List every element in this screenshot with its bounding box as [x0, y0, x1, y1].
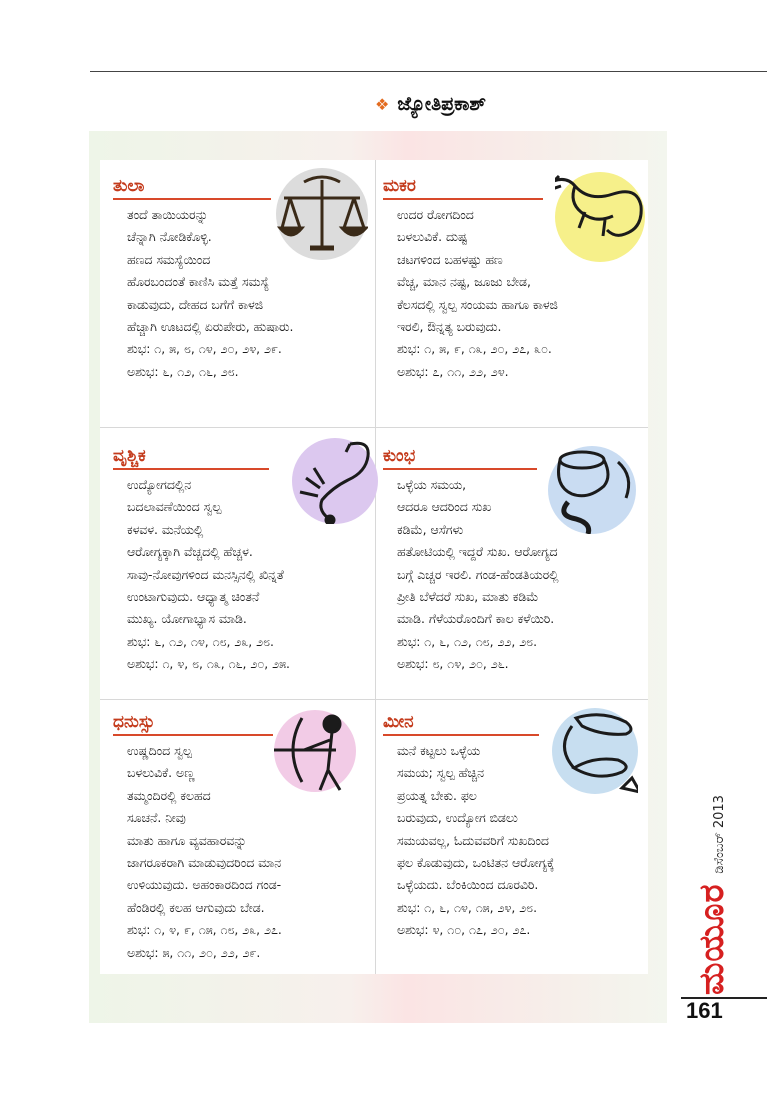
- sign-text: ಉಷ್ಣದಿಂದ ಸ್ವಲ್ಪ ಬಳಲುವಿಕೆ. ಅಣ್ಣ ತಮ್ಮಂದಿರಲ್ಲಿ ಕಲಹದ ಸೂಚನೆ. ನೀವು ಮಾತು ಹಾಗೂ ವ್ಯವಹಾರವನ್ನು ಜಾಗರೂಕರಾಗಿ ಮಾಡುವುದರಿಂದ ಮಾನ ಉಳಿಯುವುದು. ಅಹಂಕಾರದಿಂದ ಗಂಡ- ಹೆಂಡಿರಲ್ಲಿ ಕಲಹ ಆಗುವುದು ಬೇಡ. ಶುಭ: ೧, ೪, ೯, ೧೫, ೧೮, ೨೩, ೨೭. ಅಶುಭ: ೫, ೧೧, ೨೦, ೨೨, ೨೯.: [127, 743, 282, 960]
- section-title: ಜ್ಯೋತಿಪ್ರಕಾಶ್: [397, 93, 486, 115]
- diamond-bullet-icon: ❖: [375, 94, 390, 114]
- sign-pisces: [383, 712, 643, 942]
- title-underline: [383, 198, 543, 200]
- section-header: [375, 93, 486, 115]
- magazine-title: ಮಯೂರ: [692, 883, 732, 995]
- sign-title: ಮಕರ: [383, 176, 416, 196]
- sign-text: ಮನೆ ಕಟ್ಟಲು ಒಳ್ಳೆಯ ಸಮಯ; ಸ್ವಲ್ಪ ಹೆಚ್ಚಿನ ಪ್ರಯತ್ನ ಬೇಕು. ಫಲ ಬರುವುದು, ಉದ್ಯೋಗ ಬಿಡಲು ಸಮಯವಲ್ಲ, ಓದುವವರಿಗೆ ಸುಖದಿಂದ ಫಲ ಕೊಡುವುದು, ಒಂಟಿತನ ಆರೋಗ್ಯಕ್ಕೆ ಒಳ್ಳೆಯದು. ಬೆಂಕಿಯಿಂದ ದೂರವಿರಿ. ಶುಭ: ೧, ೬, ೧೪, ೧೫, ೨೪, ೨೮. ಅಶುಭ: ೪, ೧೦, ೧೭, ೨೦, ೨೭.: [397, 743, 555, 938]
- sign-sagittarius: [113, 712, 373, 964]
- sign-text: ತಂದೆ ತಾಯಿಯರನ್ನು ಚೆನ್ನಾಗಿ ನೋಡಿಕೊಳ್ಳಿ. ಹಣದ ಸಮಸ್ಯೆಯಿಂದ ಹೊರಬಂದಂತೆ ಕಾಣಿಸಿ ಮತ್ತೆ ಸಮಸ್ಯೆ ಕಾಡುವುದು, ದೇಹದ ಬಗೆಗೆ ಕಾಳಜಿ ಹೆಚ್ಚಾಗಿ ಊಟದಲ್ಲಿ ಏರುಪೇರು, ಹುಷಾರು. ಶುಭ: ೧, ೫, ೮, ೧೪, ೨೦, ೨೪, ೨೯. ಅಶುಭ: ೬, ೧೨, ೧೬, ೨೮.: [127, 207, 294, 379]
- page-number: 161: [686, 998, 723, 1023]
- grid-divider-horizontal: [100, 427, 648, 428]
- sign-title: ವೃಶ್ಚಿಕ: [113, 446, 146, 466]
- sign-title: ತುಲಾ: [113, 176, 145, 196]
- sign-title: ಧನುಸ್ಸು: [113, 712, 155, 732]
- sign-capricorn: [383, 176, 643, 383]
- title-underline: [383, 468, 537, 470]
- grid-divider-vertical: [375, 160, 376, 974]
- issue-date: ಡಿಸೆಂಬರ್ 2013: [712, 795, 727, 874]
- title-underline: [113, 734, 273, 736]
- sign-title: ಮೀನ: [383, 712, 414, 732]
- sign-text: ಉದ್ಯೋಗದಲ್ಲಿನ ಬದಲಾವಣೆಯಿಂದ ಸ್ವಲ್ಪ ಕಳವಳ. ಮನೆಯಲ್ಲಿ ಆರೋಗ್ಯಕ್ಕಾಗಿ ವೆಚ್ಚದಲ್ಲಿ ಹೆಚ್ಚಳ. ಸಾವು-ನೋವುಗಳಿಂದ ಮನಸ್ಸಿನಲ್ಲಿ ಖಿನ್ನತೆ ಉಂಟಾಗುವುದು. ಆಧ್ಯಾತ್ಮ ಚಿಂತನೆ ಮುಖ್ಯ. ಯೋಗಾಭ್ಯಾಸ ಮಾಡಿ. ಶುಭ: ೬, ೧೨, ೧೪, ೧೮, ೨೩, ೨೮. ಅಶುಭ: ೧, ೪, ೮, ೧೩, ೧೬, ೨೦, ೨೫.: [127, 477, 291, 672]
- sign-libra: [113, 176, 373, 383]
- magazine-masthead-vertical: [692, 795, 732, 995]
- title-underline: [383, 734, 539, 736]
- sign-scorpio: [113, 446, 373, 676]
- title-underline: [113, 468, 269, 470]
- sign-aquarius: [383, 446, 643, 676]
- title-underline: [113, 198, 271, 200]
- sign-text: ಒಳ್ಳೆಯ ಸಮಯ, ಆದರೂ ಆದರಿಂದ ಸುಖ ಕಡಿಮೆ, ಆಸೆಗಳು ಹತೋಟಿಯಲ್ಲಿ ಇದ್ದರೆ ಸುಖ. ಆರೋಗ್ಯದ ಬಗ್ಗೆ ಎಚ್ಚರ ಇರಲಿ. ಗಂಡ-ಹೆಂಡತಿಯರಲ್ಲಿ ಪ್ರೀತಿ ಬೆಳೆದರೆ ಸುಖ, ಮಾತು ಕಡಿಮೆ ಮಾಡಿ. ಗೆಳೆಯರೊಂದಿಗೆ ಕಾಲ ಕಳೆಯಿರಿ. ಶುಭ: ೧, ೬, ೧೨, ೧೮, ೨೨, ೨೮. ಅಶುಭ: ೮, ೧೪, ೨೦, ೨೬.: [397, 477, 559, 672]
- top-rule: [90, 71, 767, 72]
- sign-text: ಉದರ ರೋಗದಿಂದ ಬಳಲುವಿಕೆ. ದುಷ್ಟ ಚಟಗಳಿಂದ ಬಹಳಷ್ಟು ಹಣ ವೆಚ್ಚ, ಮಾನ ನಷ್ಟ, ಜೂಜು ಬೇಡ, ಕೆಲಸದಲ್ಲಿ ಸ್ವಲ್ಪ ಸಂಯಮ ಹಾಗೂ ಕಾಳಜಿ ಇರಲಿ, ಔನ್ನತ್ಯ ಬರುವುದು. ಶುಭ: ೧, ೫, ೯, ೧೩, ೨೦, ೨೭, ೩೦. ಅಶುಭ: ೭, ೧೧, ೨೨, ೨೪.: [397, 207, 558, 379]
- sign-title: ಕುಂಭ: [383, 446, 416, 466]
- grid-divider-horizontal: [100, 699, 648, 700]
